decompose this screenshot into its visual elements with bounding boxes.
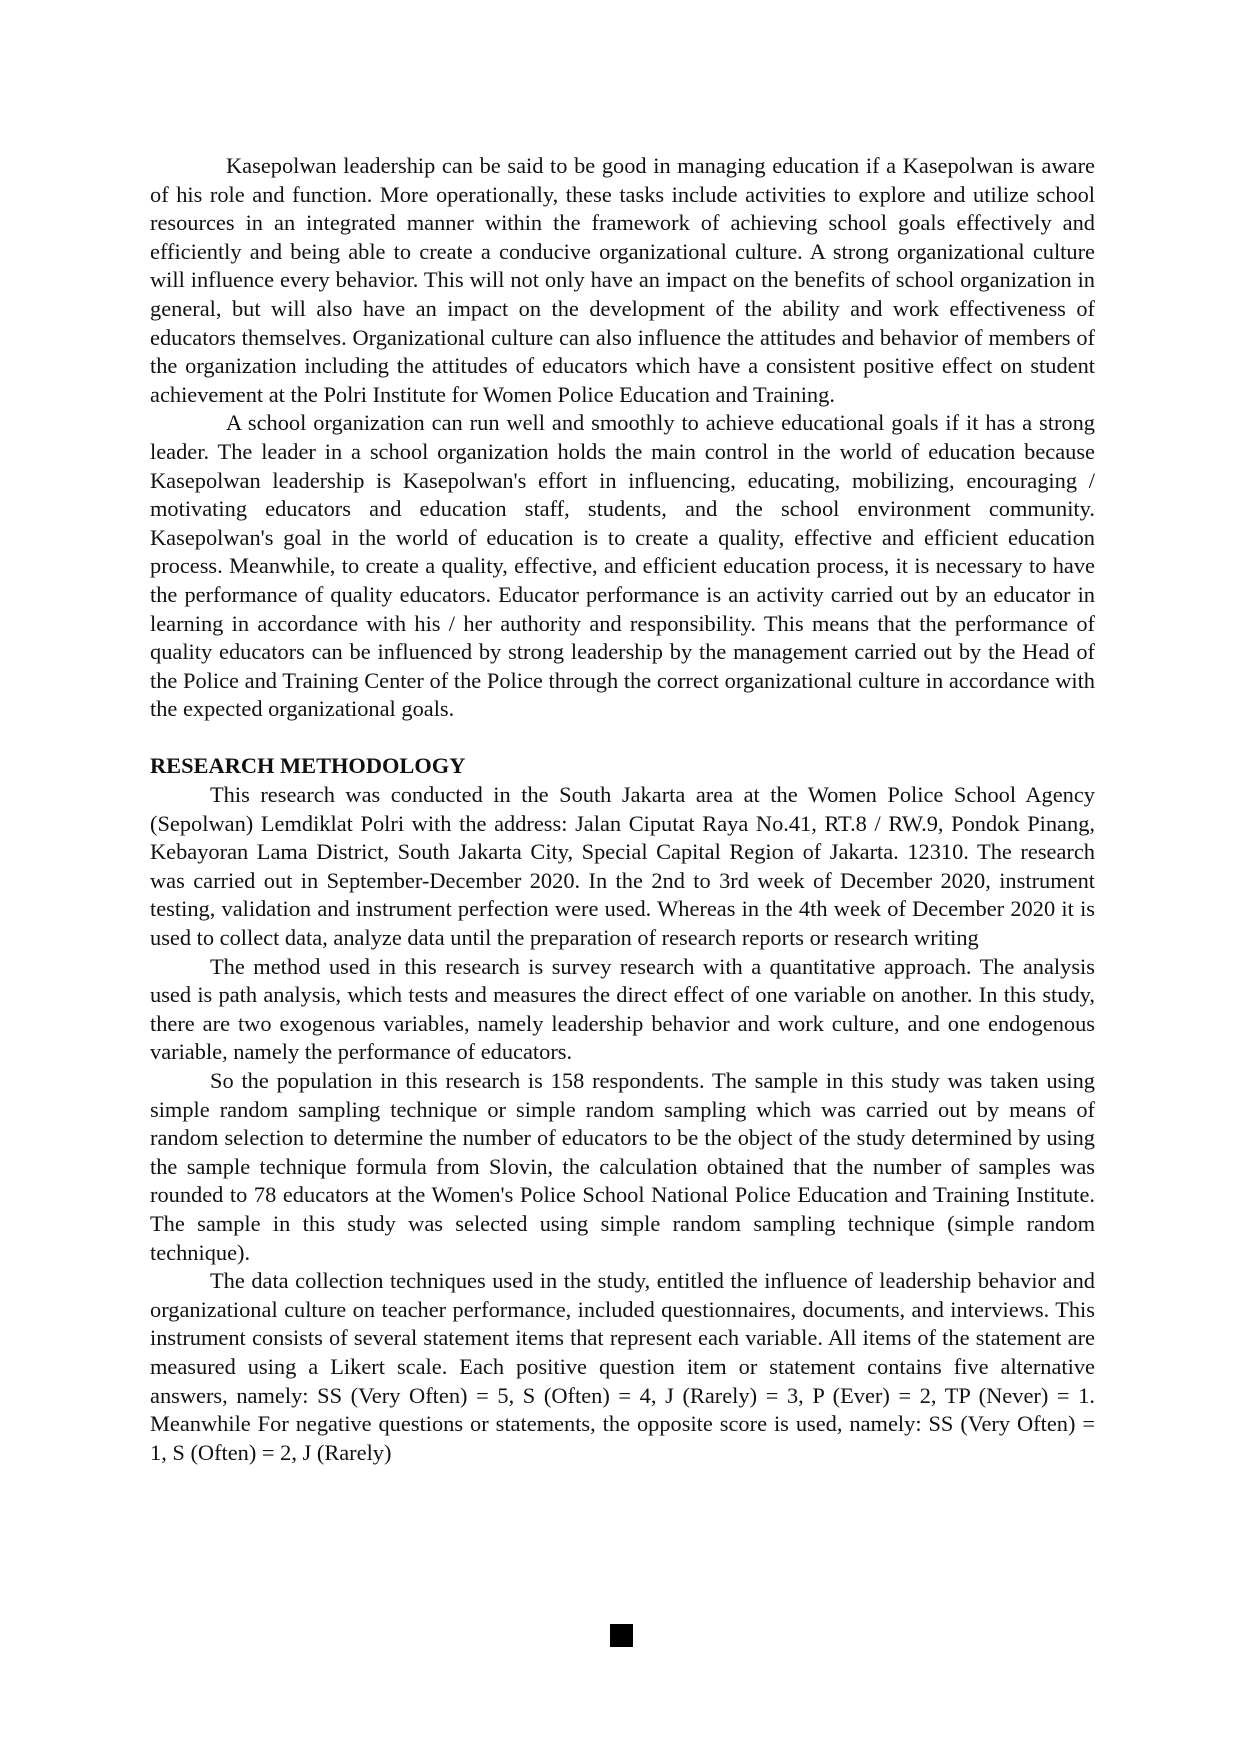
paragraph-research-location: This research was conducted in the South Jakarta area at the Women Police School Agency (Sepolwan) Lemdiklat Polri with the address: Jalan Ciputat Raya No.41, RT.8 / RW.9, Pondok Pinang, Kebayoran Lama District, South Jakarta City, Special Capital Region of Jakarta. 12310. The research was carried out in September-December 2020. In the 2nd to 3rd week of December 2020, instrument testing, validation and instrument perfection were used. Whereas in the 4th week of December 2020 it is used to collect data, analyze data until the preparation of research reports or research writing	[150, 782, 1095, 951]
paragraph-data-collection: The data collection techniques used in the study, entitled the influence of leadership behavior and organizational culture on teacher performance, included questionnaires, documents, and interviews. This instrument consists of several statement items that represent each variable. All items of the statement are measured using a Likert scale. Each positive question item or statement contains five alternative answers, namely: SS (Very Often) = 5, S (Often) = 4, J (Rarely) = 3, P (Ever) = 2, TP (Never) = 1. Meanwhile For negative questions or statements, the opposite score is used, namely: SS (Very Often) = 1, S (Often) = 2, J (Rarely)	[150, 1268, 1095, 1465]
document-page	[150, 152, 1095, 1467]
paragraph-leadership-role: Kasepolwan leadership can be said to be good in managing education if a Kasepolwan is aware of his role and function. More operationally, these tasks include activities to explore and utilize school resources in an integrated manner within the framework of achieving school goals effectively and efficiently and being able to create a conducive organizational culture. A strong organizational culture will influence every behavior. This will not only have an impact on the benefits of school organization in general, but will also have an impact on the development of the ability and work effectiveness of educators themselves. Organizational culture can also influence the attitudes and behavior of members of the organization including the attitudes of educators which have a consistent positive effect on student achievement at the Polri Institute for Women Police Education and Training.	[150, 153, 1095, 407]
page-footer-marker	[610, 1624, 633, 1647]
paragraph-population-sample: So the population in this research is 158 respondents. The sample in this study was taken using simple random sampling technique or simple random sampling which was carried out by means of random selection to determine the number of educators to be the object of the study determined by using the sample technique formula from Slovin, the calculation obtained that the number of samples was rounded to 78 educators at the Women's Police School National Police Education and Training Institute. The sample in this study was selected using simple random sampling technique (simple random technique).	[150, 1068, 1095, 1265]
paragraph-school-organization: A school organization can run well and smoothly to achieve educational goals if it has a strong leader. The leader in a school organization holds the main control in the world of education because Kasepolwan leadership is Kasepolwan's effort in influencing, educating, mobilizing, encouraging / motivating educators and education staff, students, and the school environment community. Kasepolwan's goal in the world of education is to create a quality, effective and efficient education process. Meanwhile, to create a quality, effective, and efficient education process, it is necessary to have the performance of quality educators. Educator performance is an activity carried out by an educator in learning in accordance with his / her authority and responsibility. This means that the performance of quality educators can be influenced by strong leadership by the management carried out by the Head of the Police and Training Center of the Police through the correct organizational culture in accordance with the expected organizational goals.	[150, 410, 1095, 722]
section-heading-research-methodology: RESEARCH METHODOLOGY	[150, 753, 466, 779]
paragraph-research-method: The method used in this research is survey research with a quantitative approach. The analysis used is path analysis, which tests and measures the direct effect of one variable on another. In this study, there are two exogenous variables, namely leadership behavior and work culture, and one endogenous variable, namely the performance of educators.	[150, 953, 1095, 1065]
